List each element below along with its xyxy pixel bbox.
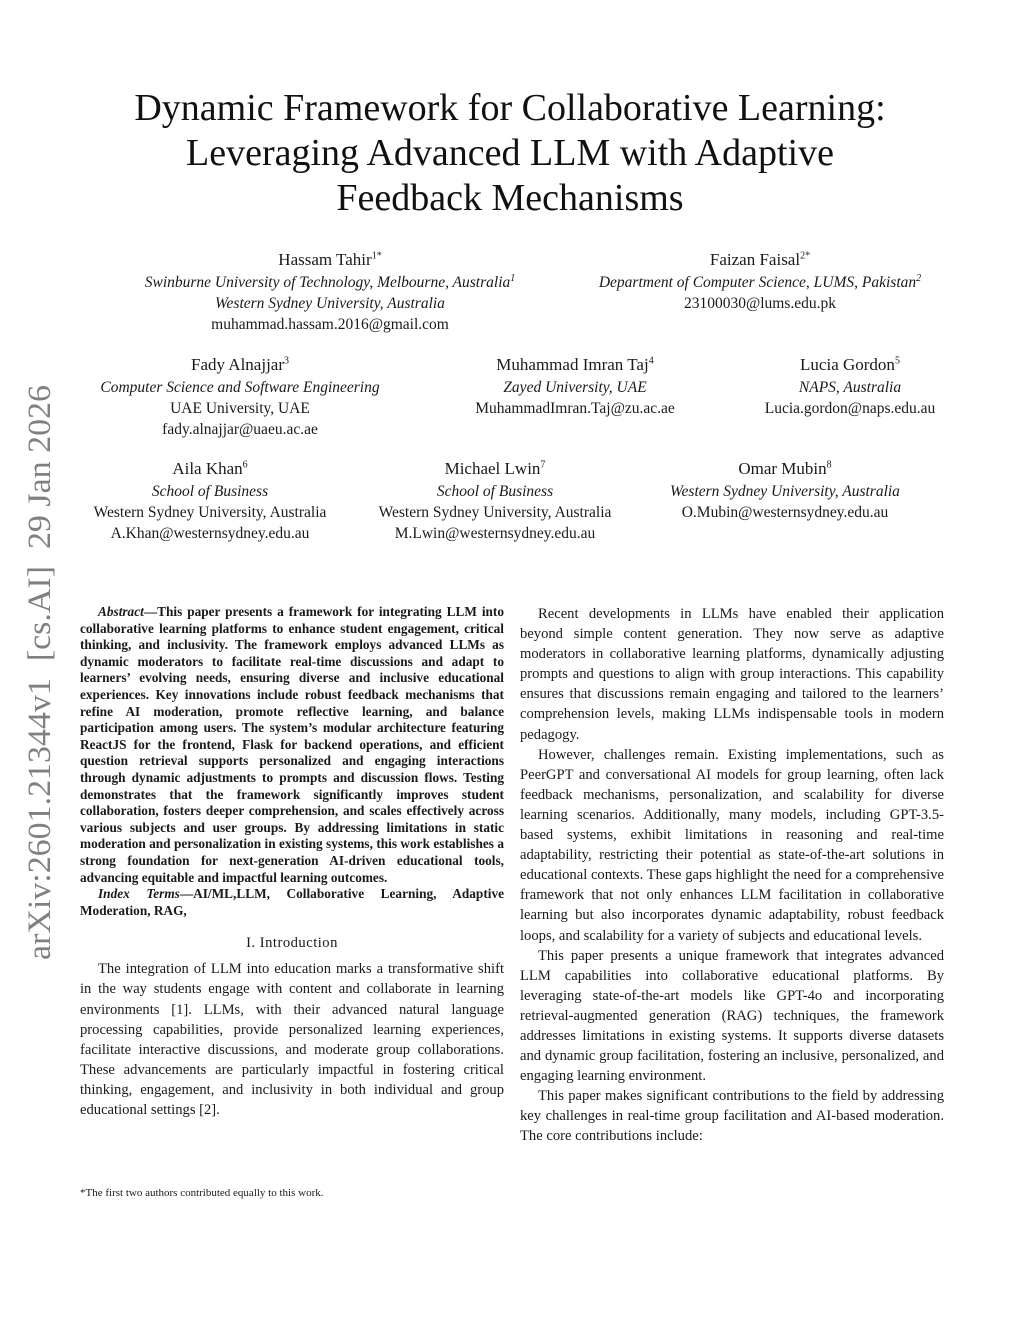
author-affiliation: Western Sydney University, Australia [670, 483, 900, 500]
author-affiliation: School of Business [436, 483, 554, 500]
author-affiliation: School of Business [151, 483, 269, 500]
author-block [430, 353, 720, 419]
title-line-3: Feedback Mechanisms [336, 177, 684, 219]
author-email: fady.alnajjar@uaeu.ac.ae [162, 421, 318, 438]
author-affiliation: Swinburne University of Technology, Melbourne, Australia$^1$ [144, 272, 516, 291]
arxiv-id: arXiv:2601.21344v1 [cs.AI] 29 Jan 2026 [22, 400, 58, 960]
arxiv-stamp [12, 380, 64, 960]
paper-title [80, 86, 940, 221]
footnote: *The first two authors contributed equally to this work. [80, 1187, 324, 1199]
author-email: MuhammadImran.Taj@zu.ac.ae [475, 400, 675, 417]
author-name: Aila Khan$^6$ [172, 459, 248, 478]
paragraph: This paper makes significant contributions to the field by addressing key challenges in real-time group facilitation and AI-based moderation. The core contributions include: [520, 1088, 944, 1145]
paragraph: However, challenges remain. Existing implementations, such as PeerGPT and conversational AI models for group learning, often lack feedback mechanisms, personalization, and scalability for diverse learning scenarios. Additionally, many models, including GPT-3.5-based systems, exhibit limitations in reasoning and real-time adaptability, restricting their potential as state-of-the-art solutions in educational contexts. These gaps highlight the need for a comprehensive framework that not only enhances LLM facilitation in collaborative learning but also incorporates dynamic adaptability, robust feedback loops, and scalability for a variety of subjects and educational levels. [520, 746, 944, 944]
author-name: Hassam Tahir$^{1*}$ [278, 250, 382, 269]
author-block [70, 353, 410, 440]
author-institution: Western Sydney University, Australia [93, 504, 327, 521]
right-column [520, 604, 944, 1147]
author-affiliation: NAPS, Australia [798, 379, 902, 396]
author-name: Omar Mubin$^8$ [738, 459, 832, 478]
author-email: A.Khan@westernsydney.edu.au [110, 525, 310, 542]
author-block [100, 248, 560, 335]
author-name: Muhammad Imran Taj$^4$ [496, 355, 654, 374]
author-block [70, 457, 350, 544]
title-line-1: Dynamic Framework for Collaborative Learning: [134, 87, 886, 129]
author-block [735, 353, 965, 419]
author-institution: Western Sydney University, Australia [378, 504, 612, 521]
paragraph: Recent developments in LLMs have enabled their application beyond simple content generation. They now serve as adaptive moderators in collaborative learning platforms, dynamically adjusting prompts and questions to align with group interactions. This capability ensures that discussions remain engaging and tailored to the learners’ comprehension levels, making LLMs indispensable tools in modern pedagogy. [520, 606, 944, 743]
author-block [355, 457, 635, 544]
author-email: 23100030@lums.edu.pk [683, 295, 837, 312]
paragraph: The integration of LLM into education marks a transformative shift in the way students engage with content and collaborate in learning environments [1]. LLMs, with their advanced natural language processing capabilities, provide personalized learning experiences, facilitate interactive discussions, and moderate group collaborations. These advancements are particularly impactful in fostering critical thinking, engagement, and inclusivity in both individual and group educational settings [2]. [80, 961, 504, 1119]
abstract: Abstract—This paper presents a framework for integrating LLM into collaborative learning platforms to enhance student engagement, critical thinking, and inclusivity. The framework employs advanced LLMs as dynamic moderators to facilitate real-time discussions and adapt to learners’ evolving needs, ensuring diverse and inclusive educational experiences. Key innovations include robust feedback mechanisms that refine AI moderation, promote reflective learning, and balance participation among users. The system’s modular architecture featuring ReactJS for the frontend, Flask for backend operations, and efficient question retrieval supports personalized and engaging interactions through dynamic adjustments to prompts and discussion flows. Testing demonstrates that the framework significantly improves student collaboration, fosters deeper comprehension, and scales effectively across various subjects and user groups. By addressing limitations in static moderation and personalization in existing systems, this work establishes a strong foundation for next-generation AI-driven educational tools, advancing equitable and impactful learning outcomes. [80, 604, 504, 885]
author-block [640, 457, 930, 523]
author-institution: UAE University, UAE [170, 400, 310, 417]
author-name: Lucia Gordon$^5$ [800, 355, 900, 374]
author-affiliation-2: Western Sydney University, Australia [215, 295, 445, 312]
section-heading: I. Introduction [246, 935, 338, 952]
author-email: Lucia.gordon@naps.edu.au [764, 400, 936, 417]
author-affiliation: Department of Computer Science, LUMS, Pakistan$^2$ [598, 272, 922, 291]
author-affiliation: Computer Science and Software Engineering [100, 379, 380, 396]
paragraph: This paper presents a unique framework that integrates advanced LLM capabilities into collaborative educational platforms. By leveraging state-of-the-art models like GPT-4o and incorporating retrieval-augmented generation (RAG) techniques, the framework addresses limitations in existing systems. It supports diverse datasets and dynamic group facilitation, fostering an inclusive, personalized, and engaging learning environment. [520, 947, 944, 1085]
left-column [80, 604, 504, 1120]
author-email: O.Mubin@westernsydney.edu.au [681, 504, 889, 521]
author-affiliation: Zayed University, UAE [503, 379, 647, 396]
author-block [570, 248, 950, 314]
author-email: muhammad.hassam.2016@gmail.com [211, 316, 449, 333]
author-name: Michael Lwin$^7$ [444, 459, 546, 478]
author-email: M.Lwin@westernsydney.edu.au [394, 525, 596, 542]
author-name: Faizan Faisal$^{2*}$ [709, 250, 811, 269]
index-terms: Index Terms—AI/ML,LLM, Collaborative Learning, Adaptive Moderation, RAG, [80, 886, 504, 918]
author-name: Fady Alnajjar$^3$ [190, 355, 289, 374]
title-line-2: Leveraging Advanced LLM with Adaptive [186, 132, 834, 174]
